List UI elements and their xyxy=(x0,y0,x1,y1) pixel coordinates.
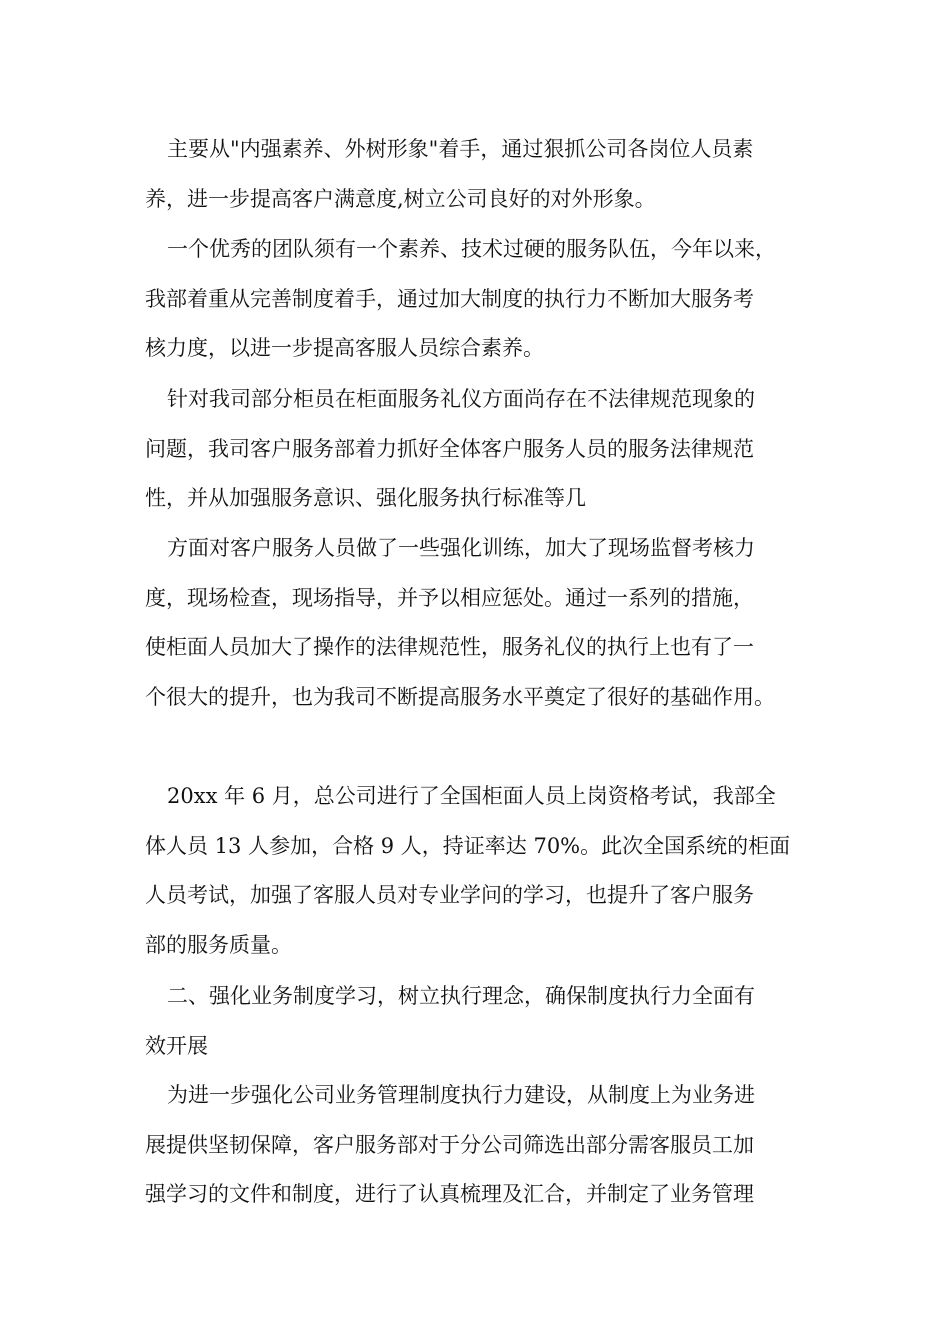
paragraph-line: 体人员 13 人参加，合格 9 人，持证率达 70%。此次全国系统的柜面 xyxy=(145,833,791,858)
paragraph-line: 二、强化业务制度学习，树立执行理念，确保制度执行力全面有 xyxy=(167,984,755,1008)
paragraph-line: 针对我司部分柜员在柜面服务礼仪方面尚存在不法律规范现象的 xyxy=(167,387,755,411)
paragraph-7 xyxy=(145,1071,825,1220)
paragraph-4 xyxy=(145,524,825,722)
paragraph-1 xyxy=(145,125,825,224)
paragraph-line: 一个优秀的团队须有一个素养、技术过硬的服务队伍，今年以来， xyxy=(167,237,776,261)
paragraph-2 xyxy=(145,225,825,374)
paragraph-line: 核力度，以进一步提高客服人员综合素养。 xyxy=(145,336,544,360)
paragraph-line: 展提供坚韧保障，客户服务部对于分公司筛选出部分需客服员工加 xyxy=(145,1132,754,1157)
section-heading xyxy=(145,972,825,1071)
paragraph-line: 人员考试，加强了客服人员对专业学问的学习，也提升了客户服务 xyxy=(145,883,754,907)
paragraph-line: 部的服务质量。 xyxy=(145,932,292,957)
paragraph-3 xyxy=(145,375,825,524)
paragraph-5 xyxy=(145,772,825,970)
paragraph-line: 20xx 年 6 月，总公司进行了全国柜面人员上岗资格考试，我部全 xyxy=(167,784,776,808)
paragraph-line: 主要从"内强素养、外树形象"着手，通过狠抓公司各岗位人员素 xyxy=(167,137,754,161)
paragraph-line: 养，进一步提高客户满意度,树立公司良好的对外形象。 xyxy=(145,186,656,211)
paragraph-line: 问题，我司客户服务部着力抓好全体客户服务人员的服务法律规范 xyxy=(145,436,754,461)
paragraph-line: 个很大的提升，也为我司不断提高服务水平奠定了很好的基础作用。 xyxy=(145,684,775,709)
paragraph-line: 使柜面人员加大了操作的法律规范性，服务礼仪的执行上也有了一 xyxy=(145,635,754,659)
paragraph-line: 度，现场检查，现场指导，并予以相应惩处。通过一系列的措施， xyxy=(145,585,754,610)
paragraph-line: 我部着重从完善制度着手，通过加大制度的执行力不断加大服务考 xyxy=(145,286,754,311)
paragraph-line: 性，并从加强服务意识、强化服务执行标准等几 xyxy=(145,486,586,510)
paragraph-line: 效开展 xyxy=(145,1033,208,1058)
paragraph-line: 方面对客户服务人员做了一些强化训练，加大了现场监督考核力 xyxy=(167,536,755,560)
paragraph-line: 为进一步强化公司业务管理制度执行力建设，从制度上为业务进 xyxy=(167,1083,755,1107)
paragraph-line: 强学习的文件和制度，进行了认真梳理及汇合，并制定了业务管理 xyxy=(145,1182,754,1206)
